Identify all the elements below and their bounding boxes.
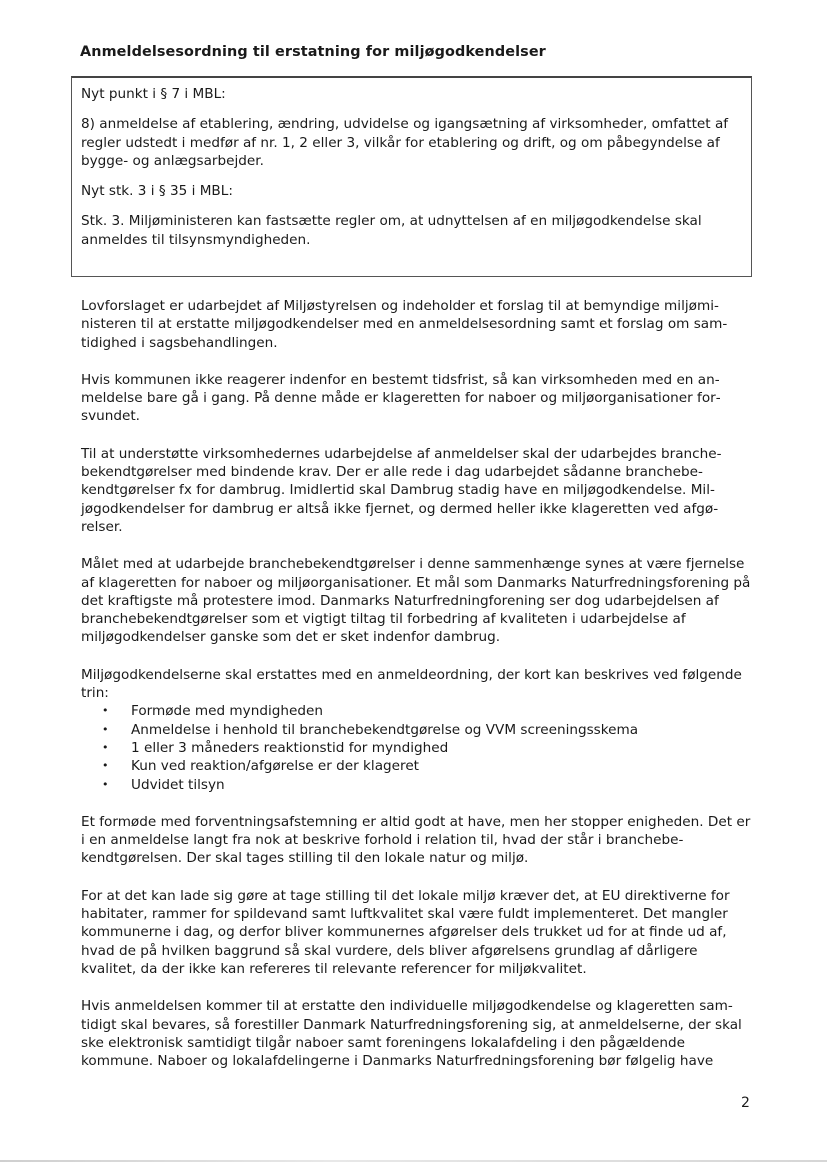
scan-edge-divider: [0, 1160, 827, 1162]
paragraph-1: Lovforslaget er udarbejdet af Miljøstyrelsen og indeholder et forslag til at bemyndige miljøministeren til at erstatte miljøgodkendelser med en anmeldelsesordning samt et forslag om samtidighed i sagsbehandlingen.: [81, 298, 728, 351]
body-text: [81, 297, 753, 1089]
box-line-1: Nyt punkt i § 7 i MBL:: [81, 86, 226, 102]
paragraph-3: Til at understøtte virksomhedernes udarbejdelse af anmeldelser skal der udarbejdes branchebekendtgørelser med bindende krav. Der er alle rede i dag udarbejdet sådanne branchebekendtgørelser fx for dambrug. Imidlertid skal Dambrug stadig have en miljøgodkendelse. Miljøgodkendelser for dambrug er altså ikke fjernet, og dermed heller ikke klageretten ved afgørelser.: [81, 445, 722, 535]
step-text: 1 eller 3 måneders reaktionstid for myndighed: [131, 739, 449, 756]
bullet-icon: •: [102, 759, 109, 773]
paragraph-7: For at det kan lade sig gøre at tage stilling til det lokale miljø kræver det, at EU direktiverne for habitater, rammer for spildevand samt luftkvalitet skal være fuldt implementeret. Det mangler kommunerne i dag, og derfor bliver kommunernes afgørelser dels trukket ud for at finde ud af, hvad de på hvilken baggrund så skal vurdere, dels bliver afgørelsens grundlag af dårligere kvalitet, da der ikke kan refereres til relevante referencer for miljøkvalitet.: [81, 887, 730, 977]
paragraph-4: Målet med at udarbejde branchebekendtgørelser i denne sammenhænge synes at være fjernelse af klageretten for naboer og miljøorganisationer. Et mål som Danmarks Naturfredningsforening på det kraftigste må protestere imod. Danmarks Naturfredningforening ser dog udarbejdelsen af branchebekendtgørelser som et vigtigt tiltag til forbedring af kvaliteten i udarbejdelse af miljøgodkendelser ganske som det er sket indenfor dambrug.: [81, 556, 751, 646]
box-line-4: Stk. 3. Miljøministeren kan fastsætte regler om, at udnyttelsen af en miljøgodkendelse skal anmeldes til tilsynsmyndigheden.: [81, 213, 702, 248]
box-line-2: 8) anmeldelse af etablering, ændring, udvidelse og igangsætning af virksomheder, omfattet af regler udstedt i medfør af nr. 1, 2 eller 3, vilkår for etablering og drift, og om påbegyndelse af bygge- og anlægsarbejder.: [81, 116, 729, 169]
page-title: Anmeldelsesordning til erstatning for miljøgodkendelser: [80, 44, 546, 60]
paragraph-6: Et formøde med forventningsafstemning er altid godt at have, men her stopper enigheden. Det er i en anmeldelse langt fra nok at beskrive forhold i relation til, hvad der står i branchebekendtgørelsen. Der skal tages stilling til den lokale natur og miljø.: [81, 813, 751, 867]
list-item: [81, 721, 753, 739]
bullet-icon: •: [102, 740, 109, 754]
bullet-icon: •: [102, 722, 109, 736]
page-number: 2: [741, 1095, 750, 1111]
step-text: Anmeldelse i henhold til branchebekendtgørelse og VVM screeningsskema: [131, 721, 639, 738]
step-text: Udvidet tilsyn: [131, 776, 225, 793]
list-item: [81, 776, 753, 794]
list-item: [81, 702, 753, 720]
bullet-icon: •: [102, 704, 109, 718]
step-text: Formøde med myndigheden: [131, 703, 323, 720]
list-item: [81, 757, 753, 775]
paragraph-2: Hvis kommunen ikke reagerer indenfor en bestemt tidsfrist, så kan virksomheden med en anmeldelse bare gå i gang. På denne måde er klageretten for naboer og miljøorganisationer forsvundet.: [81, 371, 721, 425]
paragraph-5: Miljøgodkendelserne skal erstattes med en anmeldeordning, der kort kan beskrives ved følgende trin:: [81, 666, 742, 702]
paragraph-8: Hvis anmeldelsen kommer til at erstatte den individuelle miljøgodkendelse og klageretten samtidigt skal bevares, så forestiller Danmark Naturfredningsforening sig, at anmeldelserne, der skal ske elektronisk samtidigt tilgår naboer samt foreningens lokalafdeling i den pågældende kommune. Naboer og lokalafdelingerne i Danmarks Naturfredningsforening bør følgelig have: [81, 998, 742, 1070]
legal-text-box: [71, 76, 752, 277]
steps-list: [81, 702, 753, 793]
step-text: Kun ved reaktion/afgørelse er der klageret: [131, 758, 420, 775]
list-item: [81, 739, 753, 757]
bullet-icon: •: [102, 777, 109, 791]
box-line-3: Nyt stk. 3 i § 35 i MBL:: [81, 183, 233, 200]
